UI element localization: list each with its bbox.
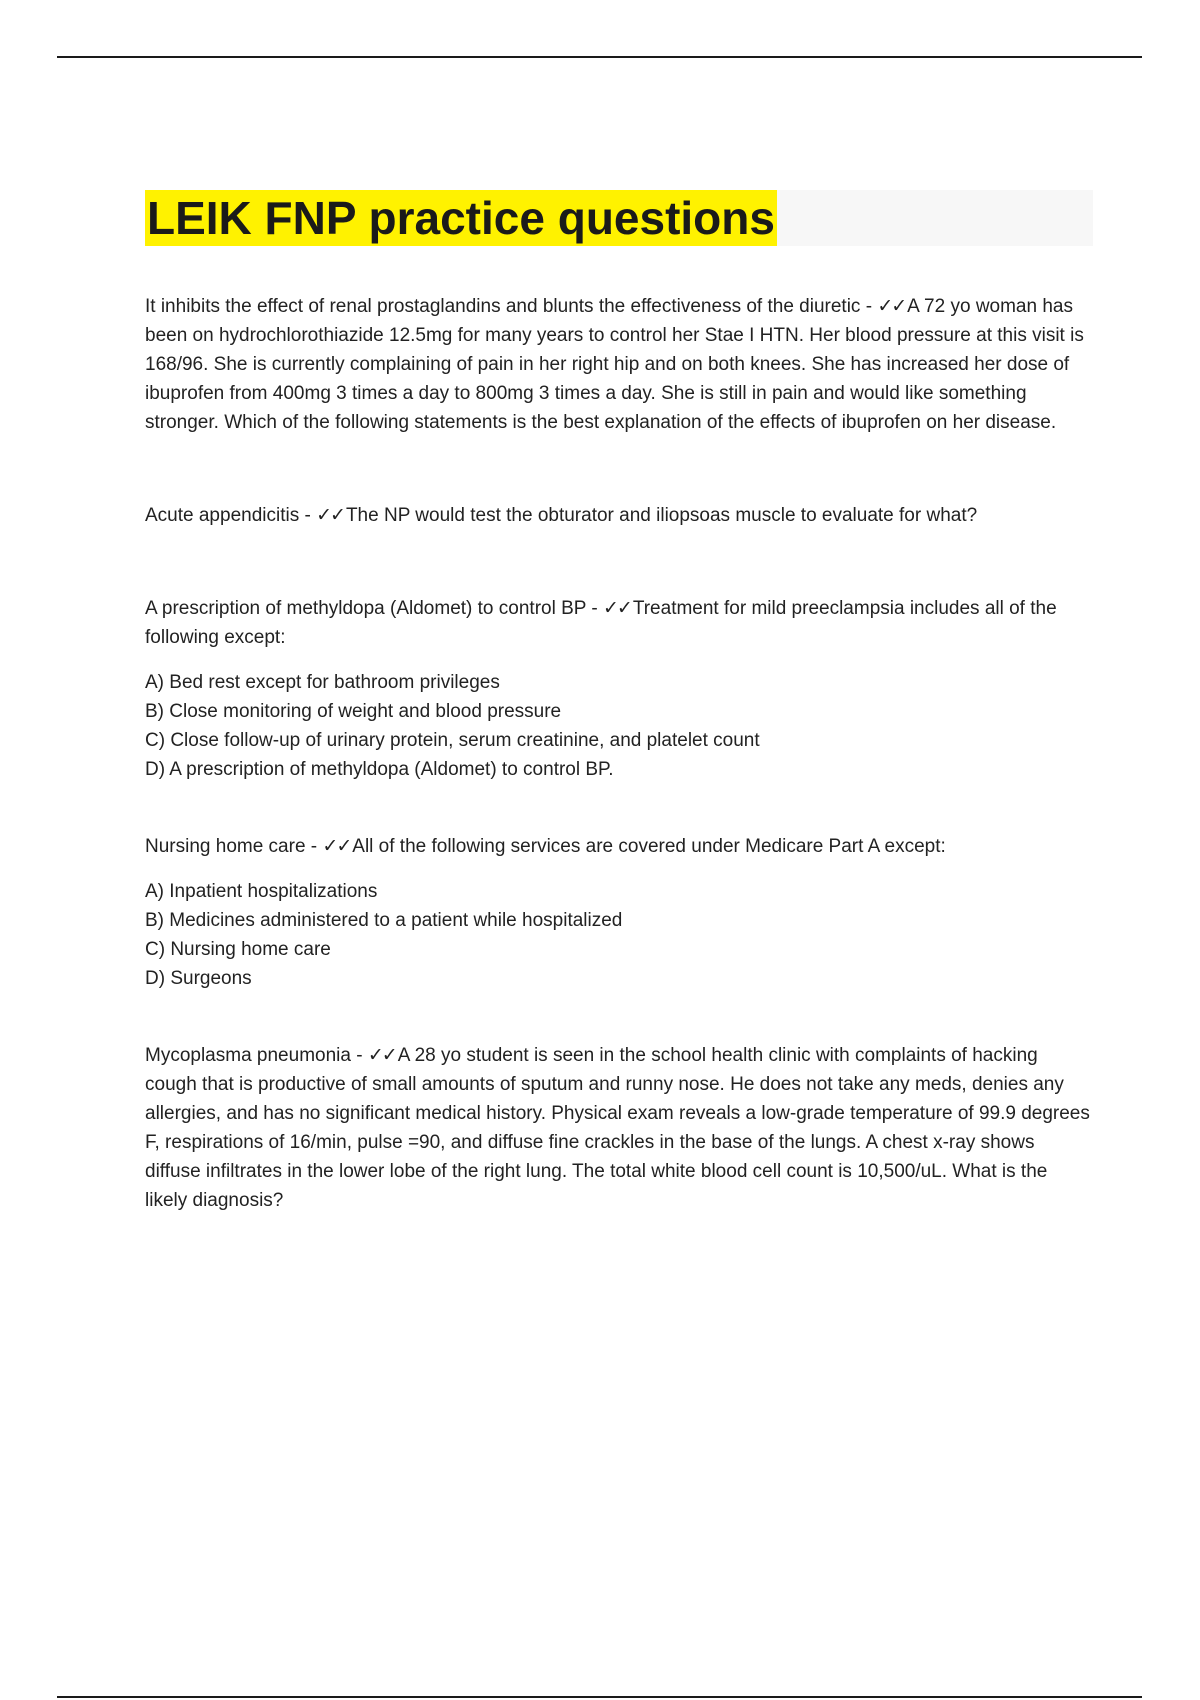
double-check-icon: ✓✓	[322, 836, 351, 857]
question-text: All of the following services are covered under Medicare Part A except:	[352, 836, 946, 857]
questions-list	[145, 292, 1090, 1215]
double-check-icon: ✓✓	[316, 505, 344, 526]
qa-text	[145, 501, 1090, 530]
option-c: C) Nursing home care	[145, 939, 331, 960]
option-list	[145, 877, 1090, 993]
separator: -	[350, 1045, 368, 1066]
answer-text: Nursing home care	[145, 836, 306, 857]
qa-text	[145, 594, 1090, 652]
question-text: A 28 yo student is seen in the school health clinic with complaints of hacking cough that is productive of small amounts of sputum and runny nose. He does not take any meds, denies any allergies, and has no significant medical history. Physical exam reveals a low-grade temperature of 99.9 degrees F, respirations of 16/min, pulse =90, and diffuse fine crackles in the base of the lungs. A chest x-ray shows diffuse infiltrates in the lower lobe of the right lung. The total white blood cell count is 10,500/uL. What is the likely diagnosis?	[145, 1045, 1090, 1211]
option-a: A) Inpatient hospitalizations	[145, 881, 378, 902]
qa-text	[145, 832, 1090, 861]
separator: -	[305, 836, 323, 857]
option-d: D) Surgeons	[145, 968, 252, 989]
answer-text: A prescription of methyldopa (Aldomet) to control BP	[145, 598, 587, 619]
qa-item-2	[145, 501, 1090, 530]
qa-text	[145, 1041, 1090, 1215]
option-list	[145, 668, 1090, 784]
answer-text: Mycoplasma pneumonia	[145, 1045, 351, 1066]
qa-item-3	[145, 594, 1090, 784]
option-b: B) Close monitoring of weight and blood pressure	[145, 701, 562, 722]
double-check-icon: ✓✓	[602, 598, 631, 619]
answer-text: Acute appendicitis	[145, 505, 300, 526]
page-title: LEIK FNP practice questions	[147, 192, 775, 244]
option-c: C) Close follow-up of urinary protein, serum creatinine, and platelet count	[145, 730, 760, 751]
question-text: The NP would test the obturator and iliopsoas muscle to evaluate for what?	[345, 505, 978, 526]
separator: -	[586, 598, 603, 619]
question-text: A 72 yo woman has been on hydrochlorothiazide 12.5mg for many years to control her Stae I HTN. Her blood pressure at this visit is 168/96. She is currently complaining of pain in her right hip and on both knees. She has increased her dose of ibuprofen from 400mg 3 times a day to 800mg 3 times a day. She is still in pain and would like something stronger. Which of the following statements is the best explanation of the effects of ibuprofen on her disease.	[145, 296, 1084, 433]
bottom-rule	[57, 1696, 1142, 1698]
answer-text: It inhibits the effect of renal prostaglandins and blunts the effectiveness of the diuretic	[145, 296, 861, 317]
qa-item-1	[145, 292, 1090, 437]
option-b: B) Medicines administered to a patient while hospitalized	[145, 910, 623, 931]
double-check-icon: ✓✓	[367, 1045, 396, 1066]
separator: -	[299, 505, 317, 526]
option-a: A) Bed rest except for bathroom privileges	[145, 672, 500, 693]
qa-text	[145, 292, 1090, 437]
qa-item-4	[145, 832, 1090, 993]
double-check-icon: ✓✓	[877, 296, 906, 317]
top-rule	[57, 56, 1142, 58]
question-text: Treatment for mild preeclampsia includes all of the following except:	[145, 598, 1057, 648]
separator: -	[860, 296, 878, 317]
qa-item-5	[145, 1041, 1090, 1215]
option-d: D) A prescription of methyldopa (Aldomet) to control BP.	[145, 759, 614, 780]
